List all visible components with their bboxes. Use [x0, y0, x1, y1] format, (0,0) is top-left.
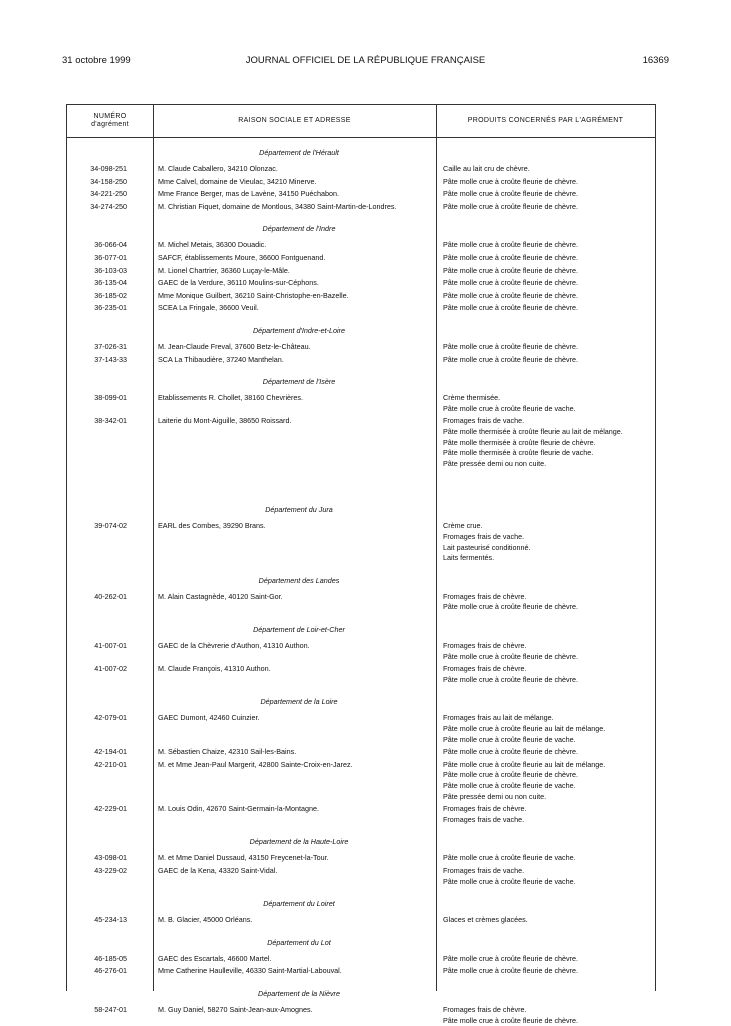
product-line: Pâte molle crue à croûte fleurie de chèvre.	[443, 747, 579, 757]
product-line: Fromages frais de vache.	[443, 416, 525, 426]
department-heading: Département de la Haute-Loire	[249, 837, 349, 847]
product-line: Pâte molle crue à croûte fleurie de chèvre.	[443, 189, 579, 199]
product-line: Pâte molle thermisée à croûte fleurie de chèvre.	[443, 437, 596, 447]
approval-number: 34-158-250	[90, 176, 127, 186]
approval-number: 46-185-05	[94, 953, 127, 963]
approval-number: 36-235-01	[94, 303, 127, 313]
company-address: SCA La Thibaudière, 37240 Manthelan.	[158, 354, 284, 364]
company-address: M. Christian Fiquet, domaine de Montlous, 34380 Saint-Martin-de-Londres.	[158, 201, 397, 211]
company-address: M. Michel Metais, 36300 Douadic.	[158, 240, 267, 250]
product-line: Fromages frais de vache.	[443, 814, 525, 824]
department-heading: Département des Landes	[258, 575, 340, 585]
product-line: Pâte molle crue à croûte fleurie de vache.	[443, 734, 576, 744]
approval-number: 36-185-02	[94, 290, 127, 300]
company-address: M. et Mme Daniel Dussaud, 43150 Freycenet-la-Tour.	[158, 853, 329, 863]
department-heading: Département de l'Indre	[262, 224, 336, 234]
approval-number: 43-229-02	[94, 866, 127, 875]
product-line: Pâte molle crue à croûte fleurie de chèvre.	[443, 354, 579, 364]
company-address: Laiterie du Mont-Aiguille, 38650 Roissard.	[158, 416, 292, 426]
column-header-numero-label: NUMÉRO d'agrément	[91, 112, 129, 128]
product-line: Pâte molle crue à croûte fleurie de chèvre.	[443, 265, 579, 275]
product-line: Fromages frais de chèvre.	[443, 804, 527, 814]
company-address: SAFCF, établissements Moure, 36600 Fontguenand.	[158, 253, 326, 262]
product-line: Crème thermisée.	[443, 393, 501, 403]
product-line: Pâte molle crue à croûte fleurie de chèvre.	[443, 240, 579, 250]
product-line: Fromages frais au lait de mélange.	[443, 713, 554, 723]
department-heading: Département de Loir-et-Cher	[253, 625, 345, 634]
company-address: Mme Monique Guilbert, 36210 Saint-Christophe-en-Bazelle.	[158, 290, 349, 300]
product-line: Pâte molle crue à croûte fleurie de chèvre.	[443, 342, 579, 351]
product-line: Pâte molle crue à croûte fleurie de chèvre.	[443, 674, 579, 684]
column-header-produits-label: PRODUITS CONCERNÉS PAR L'AGRÉMENT	[467, 116, 624, 124]
product-line: Lait pasteurisé conditionné.	[443, 542, 531, 552]
product-line: Pâte molle crue à croûte fleurie de chèvre.	[443, 651, 579, 661]
product-line: Laits fermentés.	[443, 553, 495, 563]
department-heading: Département de l'Isère	[262, 377, 336, 387]
approval-number: 40-262-01	[94, 591, 127, 601]
product-line: Fromages frais de vache.	[443, 532, 525, 541]
company-address: EARL des Combes, 39290 Brans.	[158, 521, 266, 531]
header-date: 31 octobre 1999	[62, 55, 131, 66]
approval-number: 38-342-01	[94, 416, 127, 426]
column-header-raison-label: RAISON SOCIALE ET ADRESSE	[238, 116, 351, 124]
approval-number: 46-276-01	[94, 966, 127, 976]
product-line: Pâte molle thermisée à croûte fleurie de vache.	[443, 448, 594, 458]
approval-number: 42-194-01	[94, 747, 127, 757]
approval-number: 37-026-31	[94, 342, 127, 351]
product-line: Pâte molle crue à croûte fleurie de chèvre.	[443, 278, 579, 288]
product-line: Pâte molle crue à croûte fleurie de chèvre.	[443, 602, 579, 612]
product-line: Caille au lait cru de chèvre.	[443, 164, 530, 173]
product-line: Pâte molle crue à croûte fleurie de chèvre.	[443, 303, 579, 313]
product-line: Glaces et crèmes glacées.	[443, 915, 528, 925]
approval-number: 45-234-13	[94, 915, 127, 925]
approval-number: 34-098-251	[90, 164, 127, 173]
product-line: Pâte molle crue à croûte fleurie de vache.	[443, 853, 576, 863]
department-heading: Département de l'Hérault	[259, 148, 339, 157]
product-line: Pâte molle crue à croûte fleurie de chèvre.	[443, 176, 579, 186]
approval-number: 42-229-01	[94, 804, 127, 814]
product-line: Pâte molle crue à croûte fleurie au lait de mélange.	[443, 724, 606, 733]
company-address: GAEC de la Verdure, 36110 Moulins-sur-Céphons.	[158, 278, 319, 288]
company-address: M. et Mme Jean-Paul Margerit, 42800 Sainte-Croix-en-Jarez.	[158, 759, 353, 769]
company-address: Mme France Berger, mas de Lavène, 34150 Puéchabon.	[158, 189, 339, 199]
product-line: Pâte pressée demi ou non cuite.	[443, 791, 547, 801]
approval-number: 36-103-03	[94, 265, 127, 275]
approval-number: 36-077-01	[94, 253, 127, 262]
company-address: M. B. Glacier, 45000 Orléans.	[158, 915, 253, 925]
product-line: Pâte molle crue à croûte fleurie de chèvre.	[443, 966, 579, 976]
company-address: GAEC Dumont, 42460 Cuinzier.	[158, 713, 260, 723]
approval-number: 41-007-02	[94, 664, 127, 674]
product-line: Fromages frais de chèvre.	[443, 1005, 527, 1014]
product-line: Pâte molle crue à croûte fleurie au lait de mélange.	[443, 759, 606, 769]
approval-number: 34-274-250	[90, 201, 127, 211]
company-address: M. Louis Odin, 42670 Saint-Germain-la-Montagne.	[158, 804, 320, 814]
company-address: Mme Calvel, domaine de Vieulac, 34210 Minerve.	[158, 176, 317, 186]
company-address: GAEC de la Chèvrerie d'Authon, 41310 Authon.	[158, 641, 310, 650]
product-line: Pâte molle crue à croûte fleurie de chèvre.	[443, 253, 579, 262]
company-address: Etablissements R. Chollet, 38160 Chevrières.	[158, 393, 304, 403]
approval-number: 38-099-01	[94, 393, 127, 403]
product-line: Pâte pressée demi ou non cuite.	[443, 458, 547, 468]
product-line: Pâte molle crue à croûte fleurie de chèvre.	[443, 770, 579, 780]
product-line: Pâte molle thermisée à croûte fleurie au lait de mélange.	[443, 427, 623, 436]
product-line: Pâte molle crue à croûte fleurie de vache.	[443, 403, 576, 413]
company-address: SCEA La Fringale, 36600 Veuil.	[158, 303, 259, 313]
approval-number: 36-066-04	[94, 240, 127, 250]
product-line: Crème crue.	[443, 521, 483, 531]
company-address: M. Claude François, 41310 Authon.	[158, 664, 271, 674]
company-address: M. Claude Caballero, 34210 Olonzac.	[158, 164, 278, 173]
product-line: Pâte molle crue à croûte fleurie de chèvre.	[443, 1015, 579, 1025]
product-line: Pâte molle crue à croûte fleurie de chèvre.	[443, 953, 579, 963]
company-address: M. Lionel Chartrier, 36360 Luçay-le-Mâle.	[158, 265, 290, 275]
product-line: Pâte molle crue à croûte fleurie de vache.	[443, 876, 576, 886]
product-line: Fromages frais de chèvre.	[443, 641, 527, 650]
approval-number: 58-247-01	[94, 1005, 127, 1014]
company-address: GAEC des Escartals, 46600 Martel.	[158, 953, 272, 963]
approval-number: 34-221-250	[90, 189, 127, 199]
approval-number: 37-143-33	[94, 354, 127, 364]
product-line: Pâte molle crue à croûte fleurie de chèvre.	[443, 290, 579, 300]
company-address: Mme Catherine Haulleville, 46330 Saint-Martial-Labouval.	[158, 966, 342, 976]
product-line: Fromages frais de chèvre.	[443, 591, 527, 601]
company-address: M. Sébastien Chaize, 42310 Sail-les-Bains.	[158, 747, 297, 757]
approval-number: 39-074-02	[94, 521, 127, 531]
product-line: Pâte molle crue à croûte fleurie de chèvre.	[443, 201, 579, 211]
company-address: GAEC de la Kena, 43320 Saint-Vidal.	[158, 866, 278, 875]
company-address: M. Guy Daniel, 58270 Saint-Jean-aux-Amognes.	[158, 1005, 313, 1014]
department-heading: Département du Jura	[265, 505, 333, 515]
approval-number: 41-007-01	[94, 641, 127, 650]
department-heading: Département d'Indre-et-Loire	[252, 326, 346, 335]
page-number: 16369	[642, 55, 669, 66]
department-heading: Département de la Loire	[260, 697, 338, 707]
journal-title: JOURNAL OFFICIEL DE LA RÉPUBLIQUE FRANÇAISE	[245, 55, 486, 66]
approval-number: 42-079-01	[94, 713, 127, 723]
product-line: Pâte molle crue à croûte fleurie de vache.	[443, 781, 576, 790]
department-heading: Département de la Nièvre	[258, 989, 340, 998]
approval-number: 42-210-01	[94, 759, 127, 769]
company-address: M. Alain Castagnède, 40120 Saint-Gor.	[158, 591, 283, 601]
company-address: M. Jean-Claude Freval, 37600 Betz-le-Château.	[158, 342, 311, 351]
department-heading: Département du Loiret	[263, 899, 335, 909]
approval-number: 36-135-04	[94, 278, 127, 288]
department-heading: Département du Lot	[267, 937, 331, 947]
product-line: Fromages frais de chèvre.	[443, 664, 527, 674]
product-line: Fromages frais de vache.	[443, 866, 525, 875]
approval-number: 43-098-01	[94, 853, 127, 863]
